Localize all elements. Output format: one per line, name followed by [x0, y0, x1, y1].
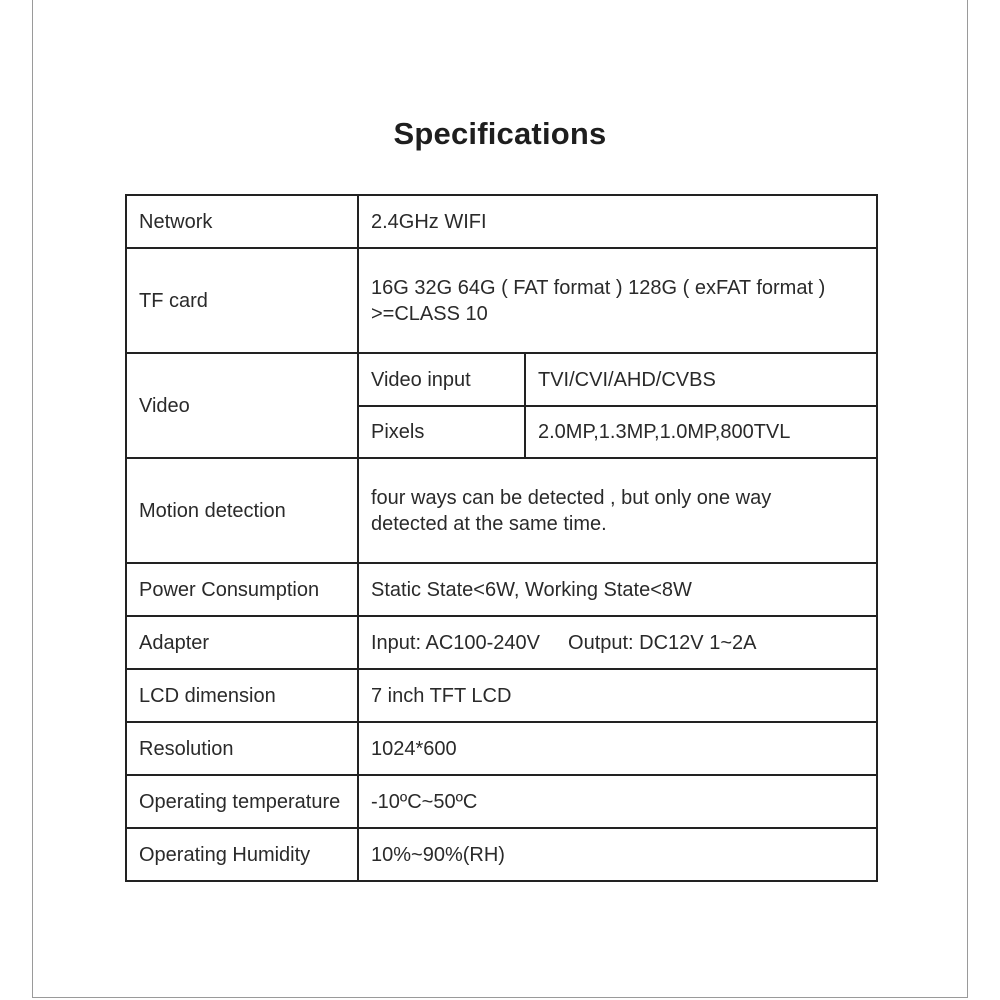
spec-value [358, 248, 877, 353]
specifications-table [125, 194, 878, 882]
spec-label: Adapter [126, 616, 358, 669]
spec-value: 7 inch TFT LCD [358, 669, 877, 722]
table-row-humidity [126, 828, 877, 881]
spec-value [358, 458, 877, 563]
spec-label: Motion detection [126, 458, 358, 563]
spec-value-line: 16G 32G 64G ( FAT format ) 128G ( exFAT format ) [371, 276, 826, 299]
spec-value: 2.4GHz WIFI [358, 195, 877, 248]
spec-value-line: >=CLASS 10 [371, 302, 488, 325]
table-row-resolution [126, 722, 877, 775]
spec-label: TF card [126, 248, 358, 353]
page-title: Specifications [393, 116, 607, 151]
spec-label: Network [126, 195, 358, 248]
spec-value: 10%~90%(RH) [358, 828, 877, 881]
adapter-input: Input: AC100-240V [371, 631, 541, 654]
spec-value: Static State<6W, Working State<8W [358, 563, 877, 616]
spec-value: TVI/CVI/AHD/CVBS [525, 353, 877, 406]
table-row-network [126, 195, 877, 248]
spec-label: Video [126, 353, 358, 458]
spec-value: -10ºC~50ºC [358, 775, 877, 828]
spec-label: Operating Humidity [126, 828, 358, 881]
table-row-temperature [126, 775, 877, 828]
spec-sublabel: Pixels [358, 406, 525, 458]
spec-label: LCD dimension [126, 669, 358, 722]
spec-value-line: four ways can be detected , but only one way [371, 486, 772, 509]
table-row-motion-detection [126, 458, 877, 563]
spec-value-line: detected at the same time. [371, 512, 607, 535]
spec-value: 2.0MP,1.3MP,1.0MP,800TVL [525, 406, 877, 458]
table-row-tf-card [126, 248, 877, 353]
spec-label: Resolution [126, 722, 358, 775]
spec-value: 1024*600 [358, 722, 877, 775]
table-row-video-input [126, 353, 877, 406]
spec-label: Power Consumption [126, 563, 358, 616]
spec-sublabel: Video input [358, 353, 525, 406]
spec-label: Operating temperature [126, 775, 358, 828]
adapter-output: Output: DC12V 1~2A [568, 631, 757, 654]
table-row-lcd [126, 669, 877, 722]
spec-value [358, 616, 877, 669]
table-row-power [126, 563, 877, 616]
table-row-adapter [126, 616, 877, 669]
